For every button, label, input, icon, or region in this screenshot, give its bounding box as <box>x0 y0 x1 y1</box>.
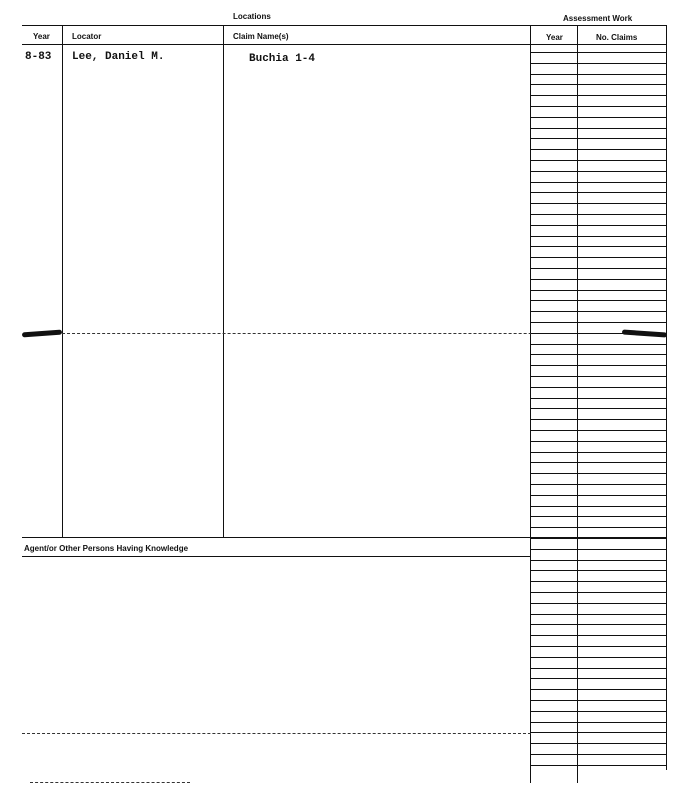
assessment-work-header: Assessment Work <box>563 14 633 23</box>
assessment-grid-line <box>531 516 667 517</box>
assessment-grid-line <box>531 452 667 453</box>
assessment-grid-line <box>531 732 667 733</box>
assessment-grid-line <box>531 614 667 615</box>
assessment-grid-line <box>531 246 667 247</box>
assessment-grid-line <box>531 225 667 226</box>
assessment-grid-line <box>531 398 667 399</box>
col-no-claims-header: No. Claims <box>596 33 638 42</box>
assessment-grid-line <box>531 657 667 658</box>
assessment-grid-line <box>531 722 667 723</box>
assessment-grid-line <box>531 408 667 409</box>
assessment-grid-line <box>531 570 667 571</box>
assessment-grid-line <box>531 257 667 258</box>
assessment-grid-line <box>531 84 667 85</box>
header-top-rule <box>22 25 667 26</box>
assessment-grid-line <box>531 279 667 280</box>
record-locator: Lee, Daniel M. <box>72 51 165 63</box>
assessment-grid-line <box>531 441 667 442</box>
assessment-grid-line <box>531 538 667 539</box>
assessment-grid-line <box>531 430 667 431</box>
assessment-grid-line <box>531 149 667 150</box>
assessment-grid-line <box>531 592 667 593</box>
assessment-grid-line <box>531 603 667 604</box>
assessment-grid-line <box>531 668 667 669</box>
assessment-grid-line <box>531 63 667 64</box>
assessment-grid-line <box>531 300 667 301</box>
assessment-grid-line <box>531 549 667 550</box>
assessment-grid-line <box>531 322 667 323</box>
left-fold-mark <box>22 330 62 338</box>
assessment-grid-line <box>531 117 667 118</box>
assessment-grid-line <box>531 290 667 291</box>
assessment-grid-line <box>531 527 667 528</box>
col-locator-header: Locator <box>72 32 102 41</box>
assessment-grid-line <box>531 138 667 139</box>
agent-section-label: Agent/or Other Persons Having Knowledge <box>24 544 189 553</box>
assessment-grid-line <box>531 268 667 269</box>
assessment-grid-line <box>531 311 667 312</box>
assessment-grid-line <box>531 689 667 690</box>
col-year-header: Year <box>33 32 50 41</box>
assessment-grid-line <box>531 711 667 712</box>
assessment-grid-line <box>531 387 667 388</box>
bottom-dashed-line <box>22 733 531 734</box>
assessment-grid-line <box>531 678 667 679</box>
assessment-grid-line <box>531 506 667 507</box>
assessment-grid-line <box>531 581 667 582</box>
assessment-grid-line <box>531 344 667 345</box>
assessment-grid-line <box>531 74 667 75</box>
assessment-grid-line <box>531 160 667 161</box>
year-locator-divider <box>62 25 63 537</box>
assessment-grid-line <box>531 171 667 172</box>
assessment-grid-line <box>531 106 667 107</box>
agent-section-bottom-rule <box>22 556 531 557</box>
col-assess-year-header: Year <box>546 33 563 42</box>
assessment-grid-line <box>531 128 667 129</box>
assessment-grid-line <box>531 743 667 744</box>
assessment-grid-line <box>531 182 667 183</box>
assessment-grid-line <box>531 484 667 485</box>
locator-claim-divider <box>223 25 224 537</box>
assessment-grid-line <box>531 376 667 377</box>
assessment-grid-line <box>531 624 667 625</box>
assessment-grid-line <box>531 473 667 474</box>
assessment-grid-line <box>531 495 667 496</box>
assessment-grid-line <box>531 52 667 53</box>
assessment-grid-line <box>531 236 667 237</box>
assessment-grid-line <box>531 192 667 193</box>
locations-header: Locations <box>233 12 271 21</box>
assessment-grid-line <box>531 560 667 561</box>
col-claim-names-header: Claim Name(s) <box>233 32 289 41</box>
assessment-grid-line <box>531 700 667 701</box>
assessment-grid-line <box>531 646 667 647</box>
footer-dashed-line <box>30 782 190 783</box>
assessment-grid-line <box>531 419 667 420</box>
assessment-grid-line <box>531 365 667 366</box>
assessment-right-border <box>666 25 667 770</box>
assessment-grid-line <box>531 214 667 215</box>
assessment-grid-line <box>531 635 667 636</box>
assessment-grid-line <box>531 333 667 334</box>
assessment-grid-line <box>531 765 667 766</box>
assessment-grid-line <box>531 203 667 204</box>
header-bottom-rule <box>22 44 667 45</box>
assessment-grid-line <box>531 754 667 755</box>
record-claim-name: Buchia 1-4 <box>249 53 316 65</box>
assessment-grid-line <box>531 95 667 96</box>
assessment-grid-line <box>531 462 667 463</box>
record-year: 8-83 <box>25 51 52 63</box>
assessment-grid-line <box>531 354 667 355</box>
